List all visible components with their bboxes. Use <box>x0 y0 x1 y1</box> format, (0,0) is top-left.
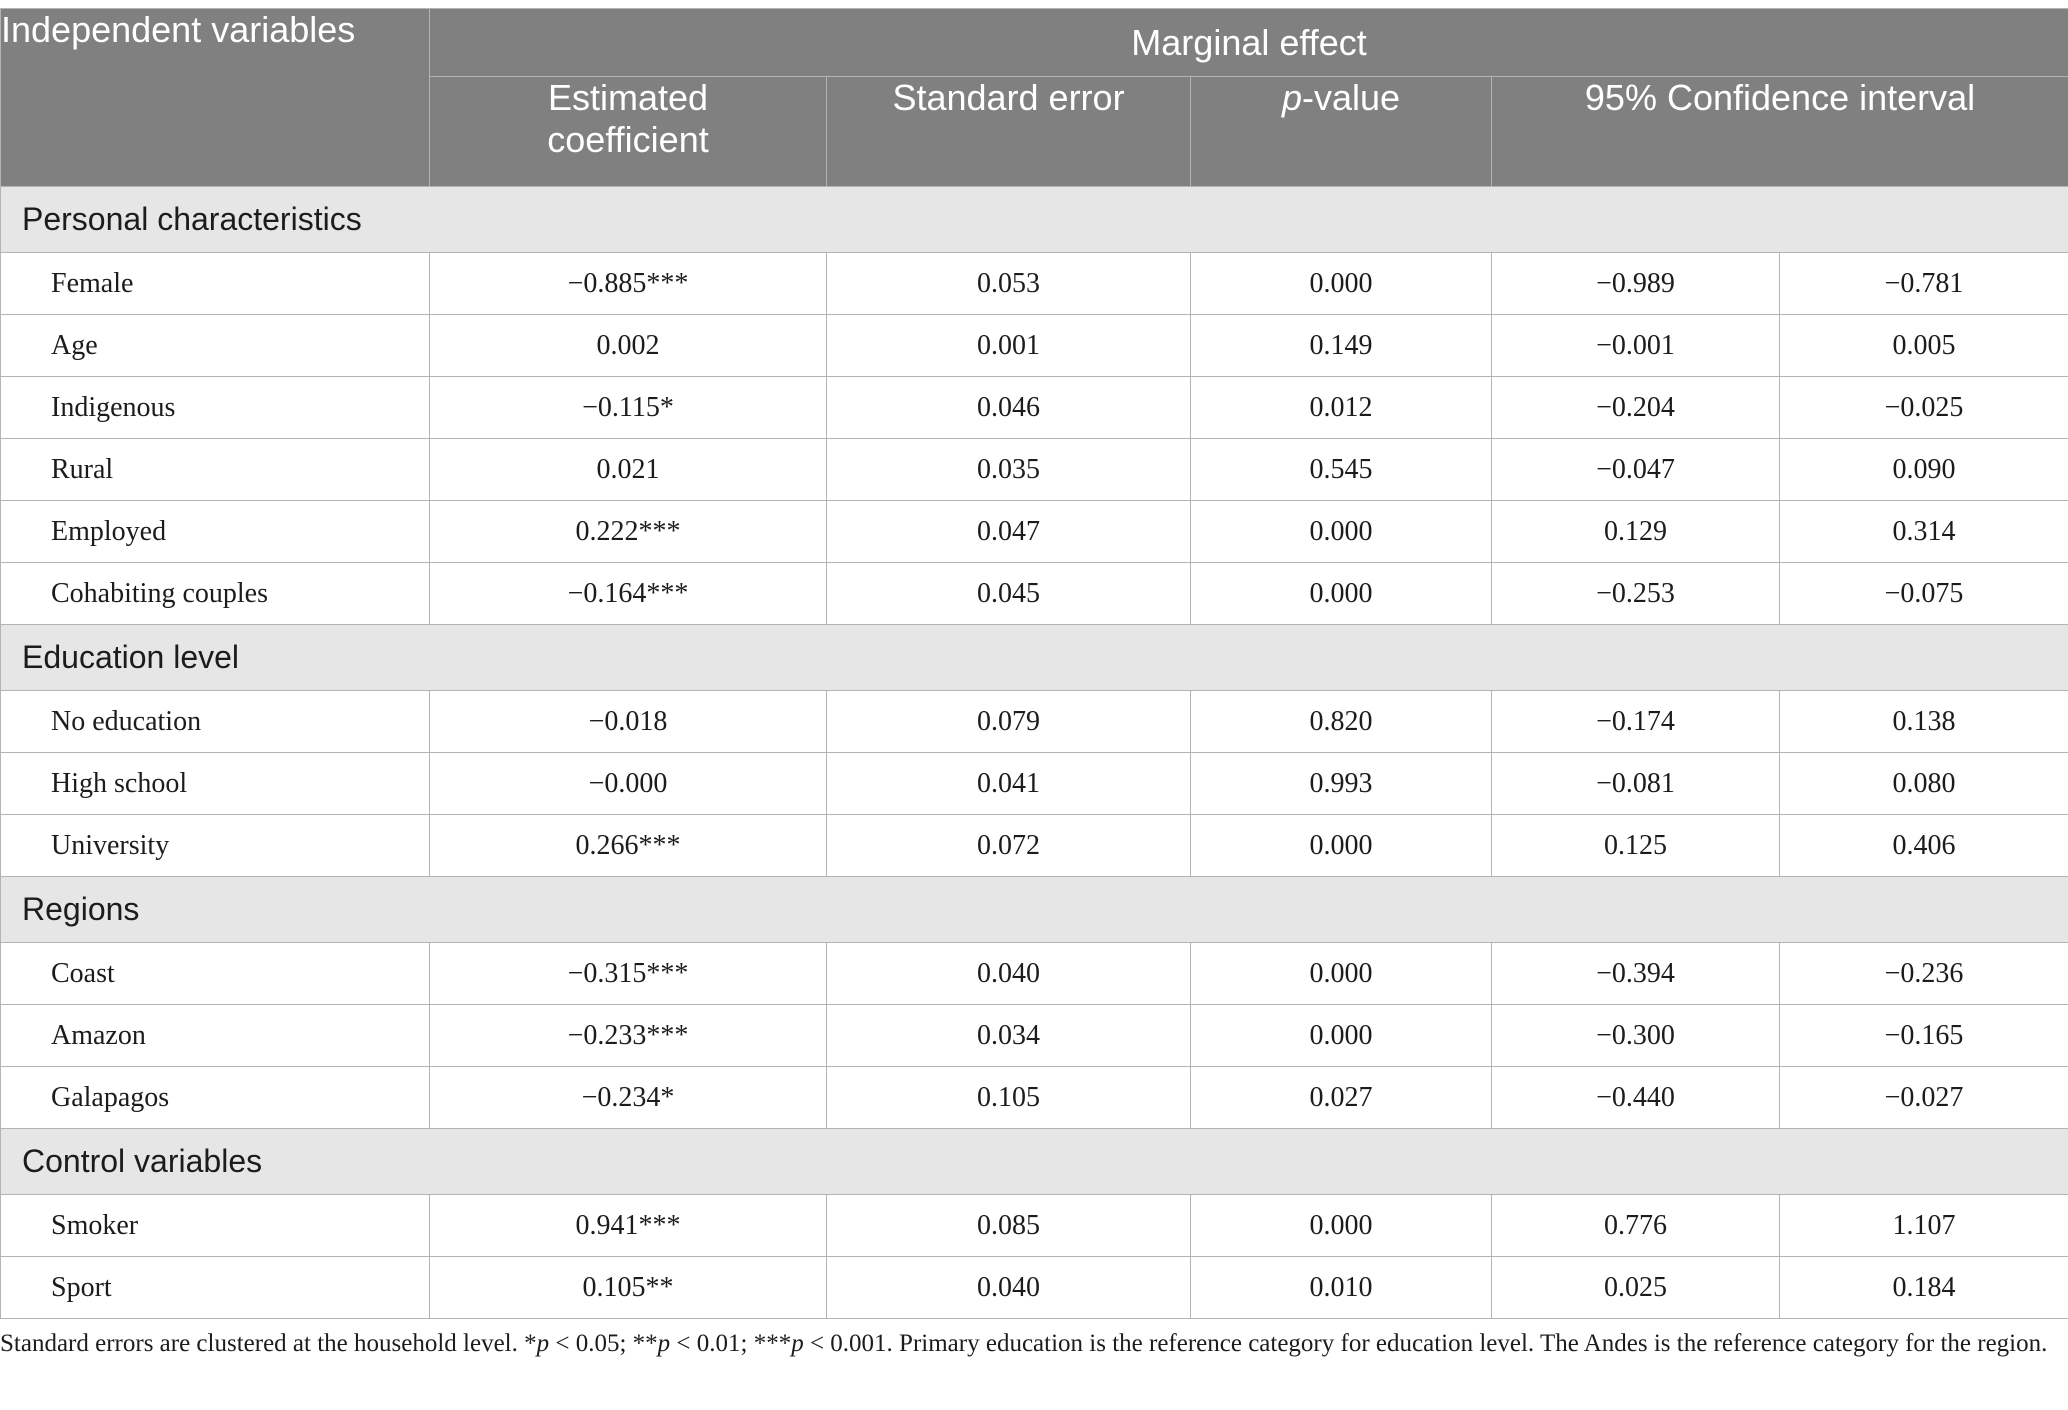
estimated-coefficient-cell: 0.021 <box>430 439 827 501</box>
ci-upper-cell: 0.005 <box>1780 315 2068 377</box>
header-independent-variables: Independent variables <box>1 9 430 187</box>
ci-lower-cell: −0.394 <box>1492 943 1780 1005</box>
estimated-coefficient-cell: 0.002 <box>430 315 827 377</box>
ci-lower-cell: −0.440 <box>1492 1067 1780 1129</box>
table-row <box>1 439 2068 501</box>
ci-lower-cell: −0.300 <box>1492 1005 1780 1067</box>
section-row <box>1 187 2068 253</box>
estimated-coefficient-cell: −0.000 <box>430 753 827 815</box>
p-value-cell: 0.000 <box>1191 253 1492 315</box>
p-value-cell: 0.993 <box>1191 753 1492 815</box>
variable-label: Sport <box>1 1257 430 1319</box>
ci-lower-cell: −0.081 <box>1492 753 1780 815</box>
ci-lower-cell: 0.129 <box>1492 501 1780 563</box>
section-title: Control variables <box>1 1129 2068 1195</box>
variable-label: Amazon <box>1 1005 430 1067</box>
standard-error-cell: 0.041 <box>827 753 1191 815</box>
ci-lower-cell: 0.025 <box>1492 1257 1780 1319</box>
standard-error-cell: 0.040 <box>827 1257 1191 1319</box>
p-value-cell: 0.000 <box>1191 815 1492 877</box>
estimated-coefficient-cell: −0.234* <box>430 1067 827 1129</box>
footnote-text-3: < 0.01; *** <box>670 1330 792 1357</box>
table-header <box>1 9 2068 187</box>
standard-error-cell: 0.040 <box>827 943 1191 1005</box>
p-value-cell: 0.149 <box>1191 315 1492 377</box>
standard-error-cell: 0.046 <box>827 377 1191 439</box>
section-row <box>1 1129 2068 1195</box>
standard-error-cell: 0.001 <box>827 315 1191 377</box>
estimated-coefficient-cell: 0.941*** <box>430 1195 827 1257</box>
ci-upper-cell: 0.406 <box>1780 815 2068 877</box>
table-row <box>1 253 2068 315</box>
ci-upper-cell: 0.090 <box>1780 439 2068 501</box>
standard-error-cell: 0.105 <box>827 1067 1191 1129</box>
variable-label: Galapagos <box>1 1067 430 1129</box>
estimated-coefficient-cell: −0.018 <box>430 691 827 753</box>
table-row <box>1 377 2068 439</box>
ci-lower-cell: −0.047 <box>1492 439 1780 501</box>
table-body <box>1 187 2068 1319</box>
footnote-p-3: p <box>791 1330 804 1357</box>
estimated-coefficient-cell: 0.266*** <box>430 815 827 877</box>
variable-label: Coast <box>1 943 430 1005</box>
estimated-coefficient-cell: −0.164*** <box>430 563 827 625</box>
header-confidence-interval: 95% Confidence interval <box>1492 77 2068 187</box>
ci-upper-cell: 0.138 <box>1780 691 2068 753</box>
estimated-coefficient-cell: −0.115* <box>430 377 827 439</box>
variable-label: Smoker <box>1 1195 430 1257</box>
header-p-value <box>1191 77 1492 187</box>
section-row <box>1 877 2068 943</box>
variable-label: No education <box>1 691 430 753</box>
footnote-text-4: < 0.001. Primary education is the reference category for education level. The Andes is the reference category for the region. <box>803 1330 2048 1357</box>
ci-lower-cell: −0.989 <box>1492 253 1780 315</box>
footnote-text-2: < 0.05; ** <box>549 1330 658 1357</box>
header-estimated-coefficient <box>430 77 827 187</box>
table-row <box>1 1195 2068 1257</box>
p-value-cell: 0.012 <box>1191 377 1492 439</box>
footnote-p-2: p <box>657 1330 671 1357</box>
estimated-coefficient-cell: −0.233*** <box>430 1005 827 1067</box>
variable-label: Age <box>1 315 430 377</box>
p-value-cell: 0.010 <box>1191 1257 1492 1319</box>
ci-upper-cell: −0.781 <box>1780 253 2068 315</box>
p-value-cell: 0.000 <box>1191 1195 1492 1257</box>
p-value-cell: 0.000 <box>1191 501 1492 563</box>
standard-error-cell: 0.053 <box>827 253 1191 315</box>
header-estimated-coefficient-text: Estimated coefficient <box>547 77 709 160</box>
footnote-text-1: Standard errors are clustered at the household level. * <box>0 1330 537 1357</box>
table-row <box>1 691 2068 753</box>
table-row <box>1 1005 2068 1067</box>
p-value-cell: 0.027 <box>1191 1067 1492 1129</box>
ci-upper-cell: 0.314 <box>1780 501 2068 563</box>
variable-label: Cohabiting couples <box>1 563 430 625</box>
table-row <box>1 753 2068 815</box>
standard-error-cell: 0.072 <box>827 815 1191 877</box>
table-row <box>1 815 2068 877</box>
section-row <box>1 625 2068 691</box>
table-row <box>1 563 2068 625</box>
table-row <box>1 943 2068 1005</box>
section-title: Education level <box>1 625 2068 691</box>
ci-upper-cell: 0.080 <box>1780 753 2068 815</box>
standard-error-cell: 0.079 <box>827 691 1191 753</box>
table-footnote <box>0 1325 2060 1363</box>
estimated-coefficient-cell: 0.105** <box>430 1257 827 1319</box>
p-value-cell: 0.545 <box>1191 439 1492 501</box>
ci-lower-cell: −0.253 <box>1492 563 1780 625</box>
variable-label: Indigenous <box>1 377 430 439</box>
p-value-cell: 0.820 <box>1191 691 1492 753</box>
header-p-italic: p <box>1281 77 1302 118</box>
table-row <box>1 1067 2068 1129</box>
variable-label: High school <box>1 753 430 815</box>
standard-error-cell: 0.047 <box>827 501 1191 563</box>
header-marginal-effect: Marginal effect <box>430 9 2068 77</box>
variable-label: Female <box>1 253 430 315</box>
variable-label: Rural <box>1 439 430 501</box>
ci-lower-cell: 0.776 <box>1492 1195 1780 1257</box>
p-value-cell: 0.000 <box>1191 1005 1492 1067</box>
p-value-cell: 0.000 <box>1191 943 1492 1005</box>
p-value-cell: 0.000 <box>1191 563 1492 625</box>
ci-upper-cell: 0.184 <box>1780 1257 2068 1319</box>
variable-label: Employed <box>1 501 430 563</box>
regression-table <box>0 8 2068 1319</box>
ci-lower-cell: −0.204 <box>1492 377 1780 439</box>
table-row <box>1 1257 2068 1319</box>
standard-error-cell: 0.045 <box>827 563 1191 625</box>
standard-error-cell: 0.035 <box>827 439 1191 501</box>
standard-error-cell: 0.085 <box>827 1195 1191 1257</box>
header-standard-error: Standard error <box>827 77 1191 187</box>
ci-upper-cell: −0.025 <box>1780 377 2068 439</box>
ci-lower-cell: 0.125 <box>1492 815 1780 877</box>
estimated-coefficient-cell: −0.315*** <box>430 943 827 1005</box>
estimated-coefficient-cell: 0.222*** <box>430 501 827 563</box>
ci-lower-cell: −0.001 <box>1492 315 1780 377</box>
footnote-p-1: p <box>536 1330 550 1357</box>
section-title: Regions <box>1 877 2068 943</box>
ci-upper-cell: −0.027 <box>1780 1067 2068 1129</box>
ci-upper-cell: 1.107 <box>1780 1195 2068 1257</box>
ci-lower-cell: −0.174 <box>1492 691 1780 753</box>
section-title: Personal characteristics <box>1 187 2068 253</box>
ci-upper-cell: −0.165 <box>1780 1005 2068 1067</box>
table-row <box>1 315 2068 377</box>
ci-upper-cell: −0.236 <box>1780 943 2068 1005</box>
variable-label: University <box>1 815 430 877</box>
estimated-coefficient-cell: −0.885*** <box>430 253 827 315</box>
ci-upper-cell: −0.075 <box>1780 563 2068 625</box>
header-p-rest: -value <box>1301 77 1401 118</box>
standard-error-cell: 0.034 <box>827 1005 1191 1067</box>
table-row <box>1 501 2068 563</box>
